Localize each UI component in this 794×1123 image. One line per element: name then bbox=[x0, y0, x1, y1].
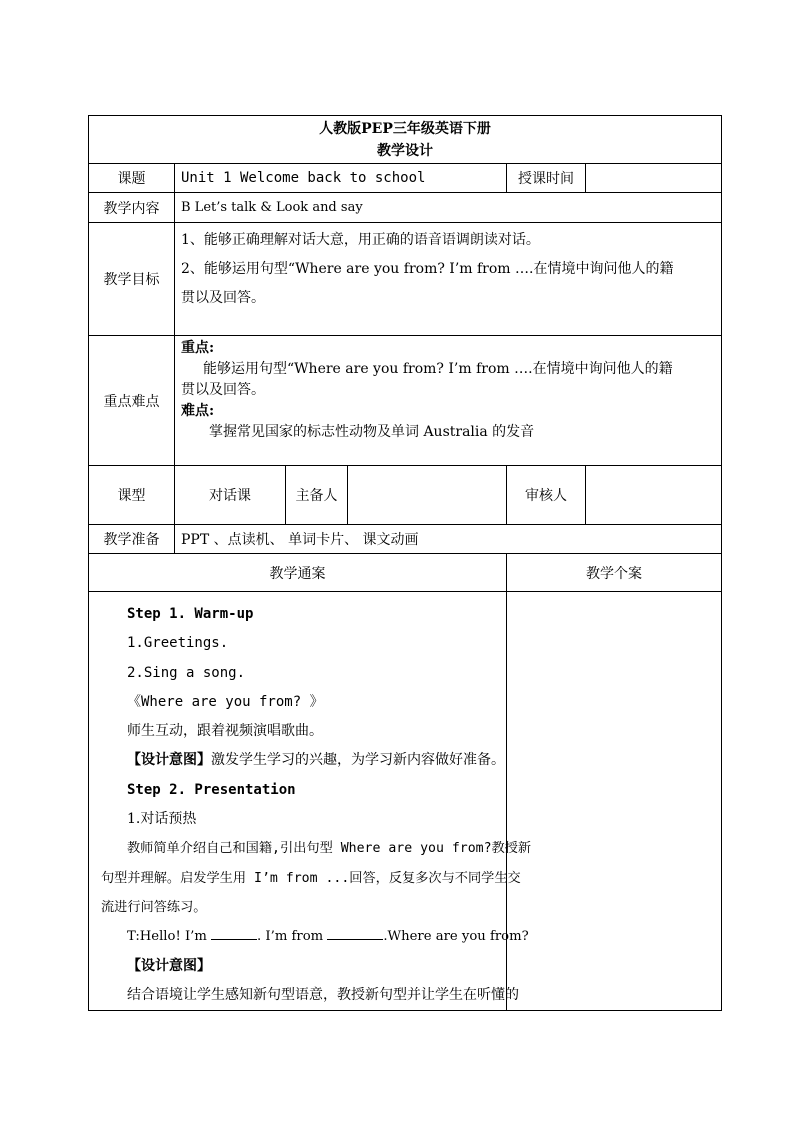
sing-line: 2.Sing a song. bbox=[127, 664, 246, 681]
intent1-line bbox=[101, 746, 505, 775]
keypoints-row bbox=[89, 336, 722, 466]
content-row bbox=[89, 193, 722, 223]
common-plan-header: 教学通案 bbox=[89, 554, 507, 592]
reviewer-label: 审核人 bbox=[507, 466, 586, 525]
title-row bbox=[89, 116, 722, 164]
common-plan-content bbox=[89, 592, 532, 1011]
interaction-line: 师生互动，跟着视频演唱歌曲。 bbox=[127, 723, 323, 740]
teacher-line-b: . I’m from bbox=[257, 929, 328, 945]
focus-heading: 重点: bbox=[181, 340, 215, 356]
intent1-tag: 【设计意图】 bbox=[127, 752, 211, 769]
steps-row bbox=[89, 592, 722, 1011]
preparer-label: 主备人 bbox=[286, 466, 348, 525]
blank-name bbox=[211, 939, 257, 940]
prep-row bbox=[89, 525, 722, 554]
personal-plan-header: 教学个案 bbox=[507, 554, 722, 592]
difficulty-text: 掌握常见国家的标志性动物及单词 Australia 的发音 bbox=[209, 424, 535, 440]
topic-label: 课题 bbox=[89, 164, 175, 193]
preparer-value bbox=[348, 466, 507, 525]
prep-label: 教学准备 bbox=[89, 525, 175, 554]
goals-content bbox=[175, 223, 722, 336]
teacher-line bbox=[101, 922, 529, 951]
goal-item-3: 贯以及回答。 bbox=[181, 290, 265, 306]
goal-item-1: 1、能够正确理解对话大意，用正确的语音语调朗读对话。 bbox=[181, 232, 540, 248]
focus-line-1: 能够运用句型“Where are you from? I’m from ….在情境中询问他人的籍 bbox=[203, 361, 673, 377]
reviewer-value bbox=[586, 466, 722, 525]
content-value: B Let’s talk & Look and say bbox=[175, 193, 722, 223]
keypoints-label: 重点难点 bbox=[89, 336, 175, 466]
greetings-line: 1.Greetings. bbox=[127, 635, 229, 652]
step2-title: Step 2. Presentation bbox=[127, 781, 296, 798]
topic-row bbox=[89, 164, 722, 193]
goals-label: 教学目标 bbox=[89, 223, 175, 336]
title-line-1: 人教版PEP三年级英语下册 bbox=[319, 121, 491, 137]
type-value: 对话课 bbox=[175, 466, 286, 525]
keypoints-content bbox=[175, 336, 722, 466]
content-label: 教学内容 bbox=[89, 193, 175, 223]
song-title: 《Where are you from? 》 bbox=[127, 693, 324, 710]
teacher-line-a: T:Hello! I’m bbox=[127, 929, 212, 945]
step1-title: Step 1. Warm-up bbox=[127, 606, 254, 622]
goal-item-2: 2、能够运用句型“Where are you from? I’m from ….在情境中询问他人的籍 bbox=[181, 261, 674, 277]
intro-line-2: 句型并理解。启发学生用 I’m from ...回答，反复多次与不同学生交 bbox=[101, 870, 521, 886]
intro-line-1: 教师简单介绍自己和国籍,引出句型 Where are you from?教授新 bbox=[127, 841, 532, 857]
difficulty-heading: 难点: bbox=[181, 403, 215, 419]
title-line-2: 教学设计 bbox=[377, 143, 434, 159]
personal-plan-content bbox=[507, 592, 722, 1011]
last-line: 结合语境让学生感知新句型语意，教授新句型并让学生在听懂的 bbox=[127, 986, 519, 1003]
topic-value: Unit 1 Welcome back to school bbox=[175, 164, 507, 193]
intent2-tag: 【设计意图】 bbox=[127, 957, 211, 974]
warmup-dialog-line: 1.对话预热 bbox=[127, 811, 197, 828]
section-header-row bbox=[89, 554, 722, 592]
lesson-plan-table bbox=[88, 115, 722, 1011]
type-row bbox=[89, 466, 722, 525]
type-label: 课型 bbox=[89, 466, 175, 525]
goals-row bbox=[89, 223, 722, 336]
document-title bbox=[89, 116, 722, 164]
lesson-time-label: 授课时间 bbox=[507, 164, 586, 193]
blank-country bbox=[327, 939, 383, 940]
prep-value: PPT 、点读机、 单词卡片、 课文动画 bbox=[175, 525, 722, 554]
intent1-text: 激发学生学习的兴趣，为学习新内容做好准备。 bbox=[211, 752, 505, 769]
focus-line-2: 贯以及回答。 bbox=[181, 382, 265, 398]
intro-line-3: 流进行问答练习。 bbox=[101, 899, 207, 915]
lesson-time-value bbox=[586, 164, 722, 193]
teacher-line-c: .Where are you from? bbox=[383, 929, 529, 945]
